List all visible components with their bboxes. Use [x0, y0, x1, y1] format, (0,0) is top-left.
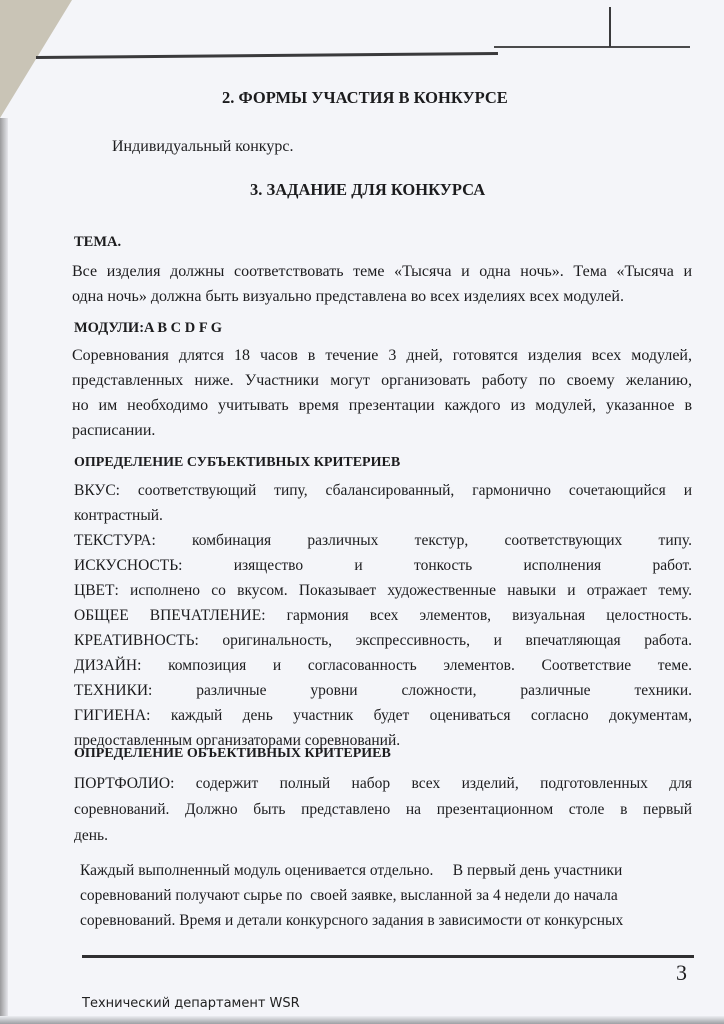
- page-number: 3: [676, 960, 687, 985]
- criteria-line: [74, 528, 692, 553]
- criteria-line: [74, 771, 692, 797]
- closing-line: соревнований получают сырье по своей заявке, высланной за 4 недели до начала: [80, 887, 618, 904]
- modules-label: МОДУЛИ:A B C D F G: [74, 320, 223, 336]
- closing-paragraph: [80, 858, 692, 933]
- criteria-line: [74, 478, 692, 503]
- modules-paragraph: [72, 343, 692, 443]
- theme-paragraph: [72, 259, 692, 309]
- criteria-line: день.: [74, 827, 109, 844]
- section-2-heading: 2. ФОРМЫ УЧАСТИЯ В КОНКУРСЕ: [222, 88, 508, 107]
- section-2-text: Индивидуальный конкурс.: [112, 138, 294, 155]
- criteria-line: [74, 553, 692, 578]
- objective-criteria-list: [74, 771, 692, 849]
- modules-line: но им необходимо учитывать время презентации каждого из модулей, указанное в: [72, 397, 692, 414]
- criteria-text: ОБЩЕЕ ВПЕЧАТЛЕНИЕ: гармония всех элементов, визуальная целостность.: [74, 607, 692, 624]
- criteria-line: [74, 653, 692, 678]
- criteria-text: КРЕАТИВНОСТЬ: оригинальность, экспрессивность, и впечатляющая работа.: [74, 632, 692, 649]
- criteria-line: [74, 797, 692, 823]
- closing-line: соревнований. Время и детали конкурсного задания в зависимости от конкурсных: [80, 912, 624, 929]
- section-3-heading: 3. ЗАДАНИЕ ДЛЯ КОНКУРСА: [250, 180, 486, 199]
- header-rule-right: [494, 46, 690, 48]
- criteria-text: ТЕХНИКИ: различные уровни сложности, различные техники.: [74, 682, 692, 699]
- theme-label: ТЕМА.: [74, 234, 122, 250]
- criteria-line: контрастный.: [74, 507, 163, 524]
- criteria-text: ГИГИЕНА: каждый день участник будет оцениваться согласно документам,: [74, 707, 692, 724]
- footer-rule: [82, 955, 694, 958]
- criteria-text: ЦВЕТ: исполнено со вкусом. Показывает художественные навыки и отражает тему.: [74, 582, 692, 599]
- criteria-text: соревнований. Должно быть представлено на презентационном столе в первый: [74, 801, 692, 818]
- modules-line: расписании.: [72, 422, 156, 439]
- theme-line: одна ночь» должна быть визуально представлена во всех изделиях всех модулей.: [72, 288, 624, 305]
- header-rule: [36, 52, 498, 59]
- criteria-text: ТЕКСТУРА: комбинация различных текстур, соответствующих типу.: [74, 532, 692, 549]
- criteria-line: предоставленным организаторами соревнований.: [74, 732, 401, 749]
- subjective-criteria-heading: ОПРЕДЕЛЕНИЕ СУБЪЕКТИВНЫХ КРИТЕРИЕВ: [74, 455, 401, 470]
- page-bottom-shadow: [0, 1016, 724, 1024]
- modules-line: представленных ниже. Участники могут организовать работу по своему желанию,: [72, 372, 692, 389]
- objective-criteria-heading: ОПРЕДЕЛЕНИЕ ОБЪЕКТИВНЫХ КРИТЕРИЕВ: [74, 746, 391, 761]
- subjective-criteria-list: [74, 478, 692, 753]
- criteria-text: ДИЗАЙН: композиция и согласованность элементов. Соответствие теме.: [74, 657, 692, 674]
- criteria-text: ПОРТФОЛИО: содержит полный набор всех изделий, подготовленных для: [74, 775, 692, 792]
- theme-line: Все изделия должны соответствовать теме «Тысяча и одна ночь». Тема «Тысяча и: [72, 263, 692, 280]
- criteria-line: [74, 703, 692, 728]
- criteria-text: ВКУС: соответствующий типу, сбалансированный, гармонично сочетающийся и: [74, 482, 692, 499]
- criteria-line: [74, 678, 692, 703]
- closing-line: Каждый выполненный модуль оценивается отдельно. В первый день участники: [80, 862, 623, 879]
- criteria-text: ИСКУСНОСТЬ: изящество и тонкость исполнения работ.: [74, 557, 692, 574]
- page-edge-shadow: [0, 118, 8, 1024]
- modules-line: Соревнования длятся 18 часов в течение 3 дней, готовятся изделия всех модулей,: [72, 347, 692, 364]
- footer-department: Технический департамент WSR: [82, 996, 300, 1011]
- header-tick: [609, 7, 611, 47]
- criteria-line: [74, 578, 692, 603]
- criteria-line: [74, 603, 692, 628]
- criteria-line: [74, 628, 692, 653]
